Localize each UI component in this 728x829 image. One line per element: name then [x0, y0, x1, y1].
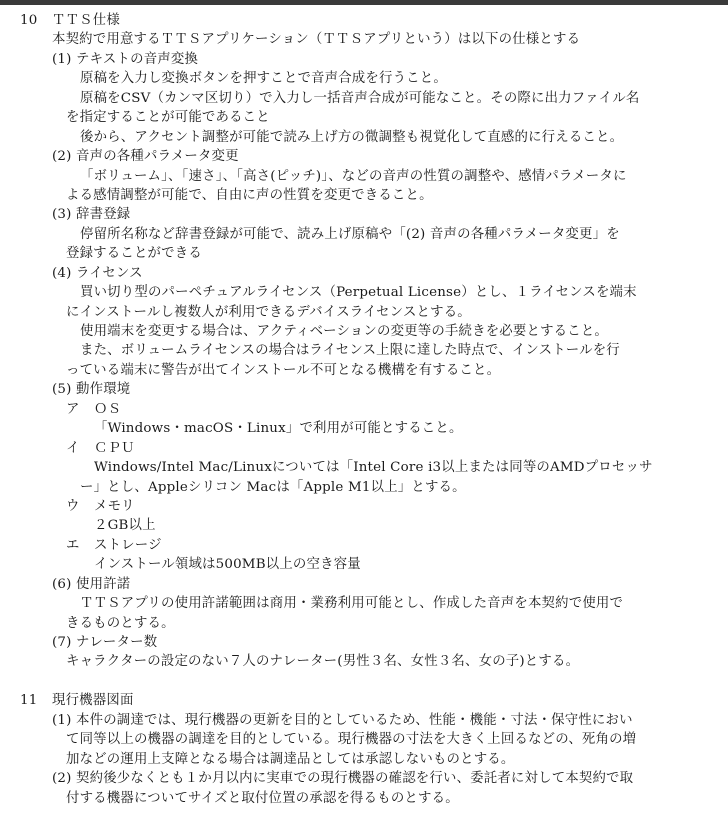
paragraph-line: また、ボリュームライセンスの場合はライセンス上限に達した時点で、インストールを行 [80, 343, 620, 359]
subitem-heading [0, 439, 728, 458]
subitem-mark: ウ [66, 498, 80, 514]
paragraph-line: インストール領域は500MB以上の空き容量 [94, 557, 361, 573]
paragraph-line: よる感情調整が可能で、自由に声の性質を変更できること。 [66, 187, 433, 203]
section-heading [0, 691, 728, 710]
paragraph-line: 加などの運用上支障となる場合は調達品としては承認しないものとする。 [66, 751, 515, 767]
paragraph-line: ２GB以上 [94, 518, 156, 534]
paragraph-line: ＴＴＳアプリの使用許諾範囲は商用・業務利用可能とし、作成した音声を本契約で使用で [80, 596, 624, 612]
subitem-title: ＣＰＵ [94, 440, 135, 456]
window-top-bar [0, 0, 728, 5]
paragraph-line: 原稿を入力し変換ボタンを押すことで音声合成を行うこと。 [80, 71, 447, 87]
paragraph-line: にインストールし複数人が利用できるデバイスライセンスとする。 [66, 304, 471, 320]
item-heading: (7) ナレーター数 [52, 635, 158, 650]
paragraph-line: 買い切り型のパーペチュアルライセンス（Perpetual License）とし、１ライセンスを端末 [80, 285, 637, 301]
paragraph-line: っている端末に警告が出てインストール不可となる機構を有すること。 [66, 362, 501, 378]
subitem-heading [0, 536, 728, 555]
item-heading: (2) 音声の各種パラメータ変更 [52, 149, 239, 165]
paragraph-line: 「Windows・macOS・Linux」で利用が可能とすること。 [94, 421, 463, 437]
paragraph-line: キャラクターの設定のない７人のナレーター(男性３名、女性３名、女の子)とする。 [66, 654, 580, 670]
subitem-mark: イ [66, 440, 80, 456]
subitem-heading [0, 497, 728, 516]
section-heading [0, 11, 728, 30]
section-number: 10 [20, 13, 38, 28]
subitem-title: ストレージ [94, 537, 162, 553]
paragraph-line: (1) 本件の調達では、現行機器の更新を目的としているため、性能・機能・寸法・保守性におい [52, 712, 633, 728]
spacer [0, 672, 728, 691]
subitem-title: メモリ [94, 498, 135, 514]
paragraph-line: 登録することができる [66, 246, 202, 262]
item-heading: (4) ライセンス [52, 265, 143, 281]
paragraph-line: を指定することが可能であること [66, 110, 270, 126]
paragraph-line: Windows/Intel Mac/Linuxについては「Intel Core i3以上または同等のAMDプロセッサ [94, 460, 653, 476]
document-body [0, 11, 728, 808]
subitem-mark: ア [66, 401, 80, 417]
paragraph-line: (2) 契約後少なくとも１か月以内に実車での現行機器の確認を行い、委託者に対して本契約で取 [52, 771, 634, 787]
subitem-title: ＯＳ [94, 401, 122, 417]
paragraph-line: 原稿をCSV（カンマ区切り）で入力し一括音声合成が可能なこと。その際に出力ファイル名 [80, 90, 640, 106]
section-number: 11 [20, 693, 38, 709]
paragraph-line: 「ボリューム」、「速さ」、「高さ(ピッチ)」、などの音声の性質の調整や、感情パラメータに [80, 168, 627, 184]
paragraph-line: ー」とし、Appleシリコン Macは「Apple M1以上」とする。 [80, 479, 466, 495]
subitem-mark: エ [66, 537, 80, 553]
paragraph-line: 後から、アクセント調整が可能で読み上げ方の微調整も視覚化して直感的に行えること。 [80, 129, 624, 145]
paragraph-line: 停留所名称など辞書登録が可能で、読み上げ原稿や「(2) 音声の各種パラメータ変更」を [80, 226, 620, 242]
section-intro: 本契約で用意するＴＴＳアプリケーション（ＴＴＳアプリという）は以下の仕様とする [52, 32, 581, 48]
paragraph-line: て同等以上の機器の調達を目的としている。現行機器の寸法を大きく上回るなどの、死角の増 [66, 732, 637, 748]
section-title: 現行機器図面 [52, 693, 134, 709]
item-heading: (3) 辞書登録 [52, 207, 131, 223]
paragraph-line: 使用端末を変更する場合は、アクティベーションの変更等の手続きを必要とすること。 [80, 324, 609, 339]
subitem-heading [0, 400, 728, 419]
section-title: ＴＴＳ仕様 [52, 13, 120, 28]
item-heading: (6) 使用許諾 [52, 576, 131, 592]
paragraph-line: きるものとする。 [66, 615, 175, 631]
item-heading: (1) テキストの音声変換 [52, 51, 199, 67]
item-heading: (5) 動作環境 [52, 382, 131, 398]
paragraph-line: 付する機器についてサイズと取付位置の承認を得るものとする。 [66, 790, 459, 806]
